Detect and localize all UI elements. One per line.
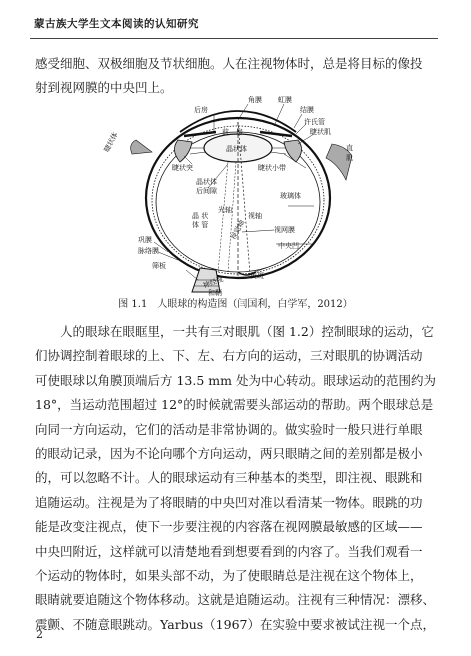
label-optic-nerve-sheath: 和鞘 bbox=[208, 289, 222, 297]
figure-caption: 图 1.1 人眼球的构造图（闫国利，白学军，2012） bbox=[118, 299, 353, 310]
label-macula: 黄斑 bbox=[250, 272, 264, 280]
paragraph-line: 感受细胞、双极细胞及节状细胞。人在注视物体时，总是将目标的像投 bbox=[35, 56, 423, 71]
label-fovea: 中央凹 bbox=[278, 242, 299, 250]
paragraph-line: 可使眼球以角膜顶端后方 13.5 mm 处为中心转动。眼球运动的范围约为 bbox=[35, 372, 436, 388]
eyeball-figure bbox=[88, 92, 384, 297]
label-zonule: 睫状小带 bbox=[258, 164, 286, 172]
label-vitreous: 玻璃体 bbox=[280, 192, 301, 200]
label-conjunctiva: 结膜 bbox=[300, 106, 314, 114]
label-lamina: 筛板 bbox=[152, 262, 166, 270]
label-sclera: 巩膜 bbox=[138, 236, 152, 244]
paragraph-line: 追随运动。注视是为了将眼睛的中央凹对准以看清某一物体。眼跳的功 bbox=[35, 494, 423, 510]
paragraph-line: 们协调控制着眼球的上、下、左、右方向的运动，三对眼肌的协调活动 bbox=[35, 348, 423, 364]
page-number: 2 bbox=[36, 628, 43, 641]
hyaloid-canal bbox=[218, 162, 236, 272]
paragraph-line: 眼睛就要追随这个物体移动。这就是追随运动。注视有三种情况：漂移、 bbox=[35, 592, 436, 608]
paragraph-line: 向同一方向运动，它们的活动是非常协调的。做实验时一般只进行单眼 bbox=[35, 421, 423, 437]
paragraph-line: 18°，当运动范围超过 12°的时候就需要头部运动的帮助。两个眼球总是 bbox=[35, 397, 434, 413]
paragraph-line: 人的眼球在眼眶里，一共有三对眼肌（图 1.2）控制眼球的运动，它 bbox=[60, 324, 434, 339]
paragraph-line: 震颤、不随意眼跳动。Yarbus（1967）在实验中要求被试注视一个点， bbox=[35, 616, 435, 632]
label-hyaloid-2: 体 管 bbox=[192, 221, 209, 229]
label-lens: 晶状体 bbox=[226, 145, 247, 153]
label-rectus-muscle-2: 肌 bbox=[346, 154, 353, 162]
label-ciliary-body: 睫状体 bbox=[102, 131, 120, 154]
label-optic-tract: 视觉轴 bbox=[229, 218, 247, 242]
label-posterior-lens-space-2: 后间隙 bbox=[196, 187, 217, 195]
label-optic-axis: 光轴 bbox=[218, 206, 232, 214]
rectus-muscle-left bbox=[131, 140, 152, 154]
paragraph-line: 射到视网膜的中央凹上。 bbox=[35, 80, 173, 96]
label-anterior-chamber: 前 房 bbox=[222, 128, 243, 136]
header-rule bbox=[30, 38, 438, 39]
paragraph-line: 个运动的物体时，如果头部不动，为了使眼睛总是注视在这个物体上， bbox=[35, 568, 423, 584]
paragraph-line: 的眼动记录，因为不论向哪个方向运动，两只眼睛之间的差别都是极小 bbox=[35, 446, 423, 462]
label-choroid: 脉络膜 bbox=[138, 247, 159, 255]
paragraph-line: 的，可以忽略不计。人的眼球运动有三种基本的类型，即注视、眼跳和 bbox=[35, 470, 423, 486]
label-ciliary-process: 睫状突 bbox=[172, 164, 193, 172]
label-retina: 视网膜 bbox=[274, 226, 295, 234]
label-hyaloid-1: 晶 状 bbox=[192, 212, 209, 220]
body-paragraph bbox=[35, 320, 435, 637]
label-visual-axis: 视轴 bbox=[248, 212, 262, 220]
label-schlemm-canal: 许氏管 bbox=[304, 118, 325, 126]
label-ciliary-muscle: 睫状肌 bbox=[310, 128, 331, 136]
ciliary-body-left bbox=[174, 140, 192, 162]
eyeball-diagram bbox=[88, 92, 384, 297]
label-rectus-muscle-1: 直 bbox=[346, 144, 353, 152]
label-posterior-chamber: 后房 bbox=[194, 106, 208, 114]
running-header: 蒙古族大学生文本阅读的认知研究 bbox=[34, 18, 199, 30]
label-cornea: 角膜 bbox=[248, 96, 262, 104]
label-iris: 虹膜 bbox=[278, 96, 292, 104]
label-optic-nerve: 神经视 bbox=[201, 275, 225, 290]
paragraph-line: 能是改变注视点，使下一步要注视的内容落在视网膜最敏感的区域—— bbox=[35, 519, 423, 535]
paragraph-line: 中央凹附近，这样就可以清楚地看到想要看到的内容了。当我们观看一 bbox=[35, 543, 423, 559]
label-posterior-lens-space-1: 晶状体 bbox=[196, 178, 217, 186]
